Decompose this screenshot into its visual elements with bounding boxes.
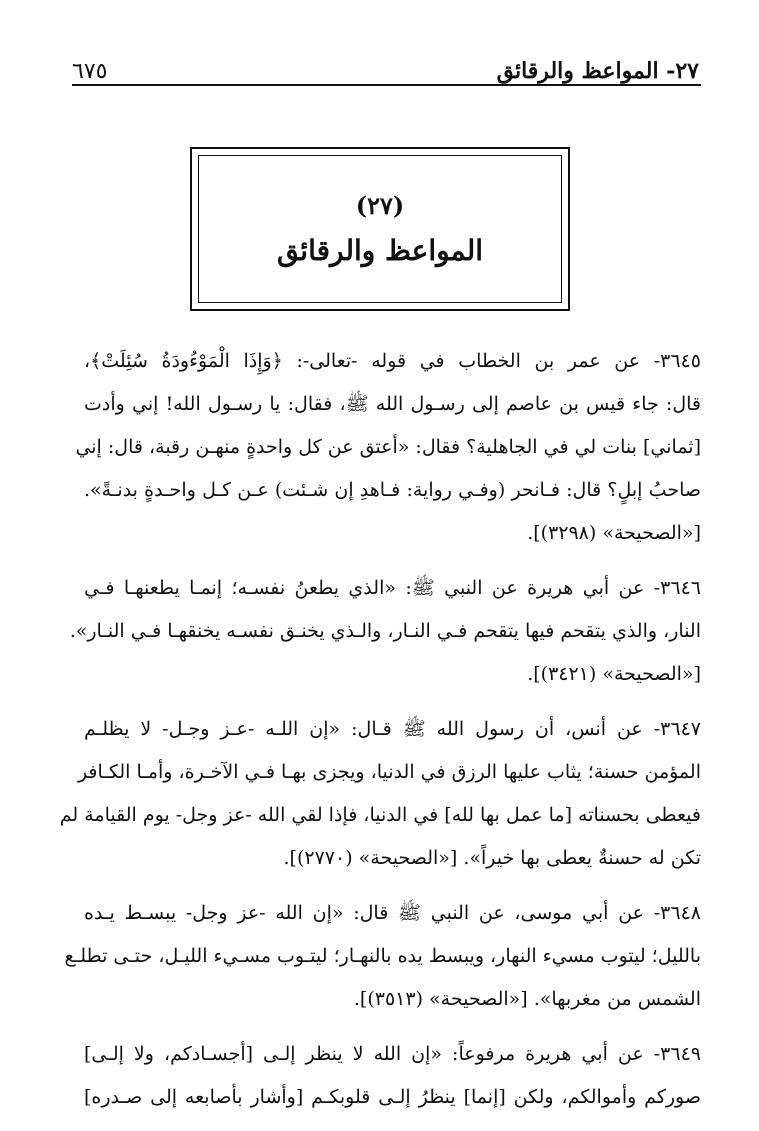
page-number: ٦٧٥ xyxy=(72,59,108,84)
hadith-line: صوركم وأموالكم، ولكن [إنما] ينظرُ إلـى قلوبكـم [وأشار بأصابعه إلى صـدره] xyxy=(84,1086,701,1108)
hadith-line: ٣٦٤٩- عن أبي هريرة مرفوعاً: «إن الله لا ينظر إلـى [أجسـادكم، ولا إلـى] xyxy=(84,1043,701,1065)
hadith-source: [«الصحيحة» (٣٢٩٨)]. xyxy=(527,522,701,544)
chapter-title-inner-frame xyxy=(198,155,562,303)
hadith-line: بالليل؛ ليتوب مسيء النهار، ويبسط يده بالنهـار؛ ليتـوب مسـيء الليـل، حتـى تطلـع xyxy=(64,945,701,967)
hadith-source: [«الصحيحة» (٣٤٢١)]. xyxy=(527,663,701,685)
hadith-3646 xyxy=(69,567,701,696)
hadith-line: الشمس من مغربها». [«الصحيحة» (٣٥١٣)]. xyxy=(353,988,701,1010)
chapter-number: (٢٧) xyxy=(355,191,405,220)
hadith-line: النار، والذي يتقحم فيها يتقحم فـي النـار، والـذي يخنـق نفسـه يخنقهـا فـي النـار». xyxy=(69,620,701,642)
hadith-3648 xyxy=(64,892,701,1021)
chapter-title-box xyxy=(190,147,570,311)
hadith-3645 xyxy=(75,340,701,555)
hadith-list xyxy=(59,340,701,1131)
hadith-3649 xyxy=(84,1033,701,1119)
hadith-line: تكن له حسنةٌ يعطى بها خيراً». [«الصحيحة» (٢٧٧٠)]. xyxy=(283,847,701,869)
hadith-line: ٣٦٤٥- عن عمر بن الخطاب في قوله -تعالى-: ﴿وَإِذَا الْمَوْءُودَةُ سُئِلَتْ﴾، xyxy=(84,350,701,372)
hadith-3647 xyxy=(59,708,701,880)
hadith-line: قال: جاء قيس بن عاصم إلى رسـول الله ﷺ، فقال: يا رسـول الله! إني وأدت xyxy=(84,393,701,415)
header-divider xyxy=(72,84,701,86)
hadith-line: صاحبُ إبلٍ؟ قال: فـانحر (وفـي رواية: فـاهدِ إن شـئت) عـن كـل واحـدةٍ بدنـةً». xyxy=(84,479,701,501)
hadith-line: المؤمن حسنة؛ يثاب عليها الرزق في الدنيا، ويجزى بهـا فـي الآخـرة، وأمـا الكـافر xyxy=(77,761,701,783)
hadith-line: [ثماني] بنات لي في الجاهلية؟ فقال: «أعتق عن كل واحدةٍ منهـن رقبة، قال: إني xyxy=(75,436,701,458)
running-header xyxy=(72,40,699,84)
header-chapter-title: ٢٧- المواعظ والرقائق xyxy=(496,58,699,84)
hadith-line: فيعطى بحسناته [ما عمل بها لله] في الدنيا، فإذا لقي الله -عز وجل- يوم القيامة لم xyxy=(59,804,701,826)
chapter-title: المواعظ والرقائق xyxy=(276,234,484,267)
hadith-line: ٣٦٤٨- عن أبي موسى، عن النبي ﷺ قال: «إن الله -عز وجل- يبسـط يـده xyxy=(84,902,701,924)
hadith-line: ٣٦٤٧- عن أنس، أن رسول الله ﷺ قـال: «إن اللـه -عـز وجـل- لا يظلـم xyxy=(84,718,701,740)
hadith-line: ٣٦٤٦- عن أبي هريرة عن النبي ﷺ: «الذي يطعنُ نفسـه؛ إنمـا يطعنهـا فـي xyxy=(84,577,701,599)
